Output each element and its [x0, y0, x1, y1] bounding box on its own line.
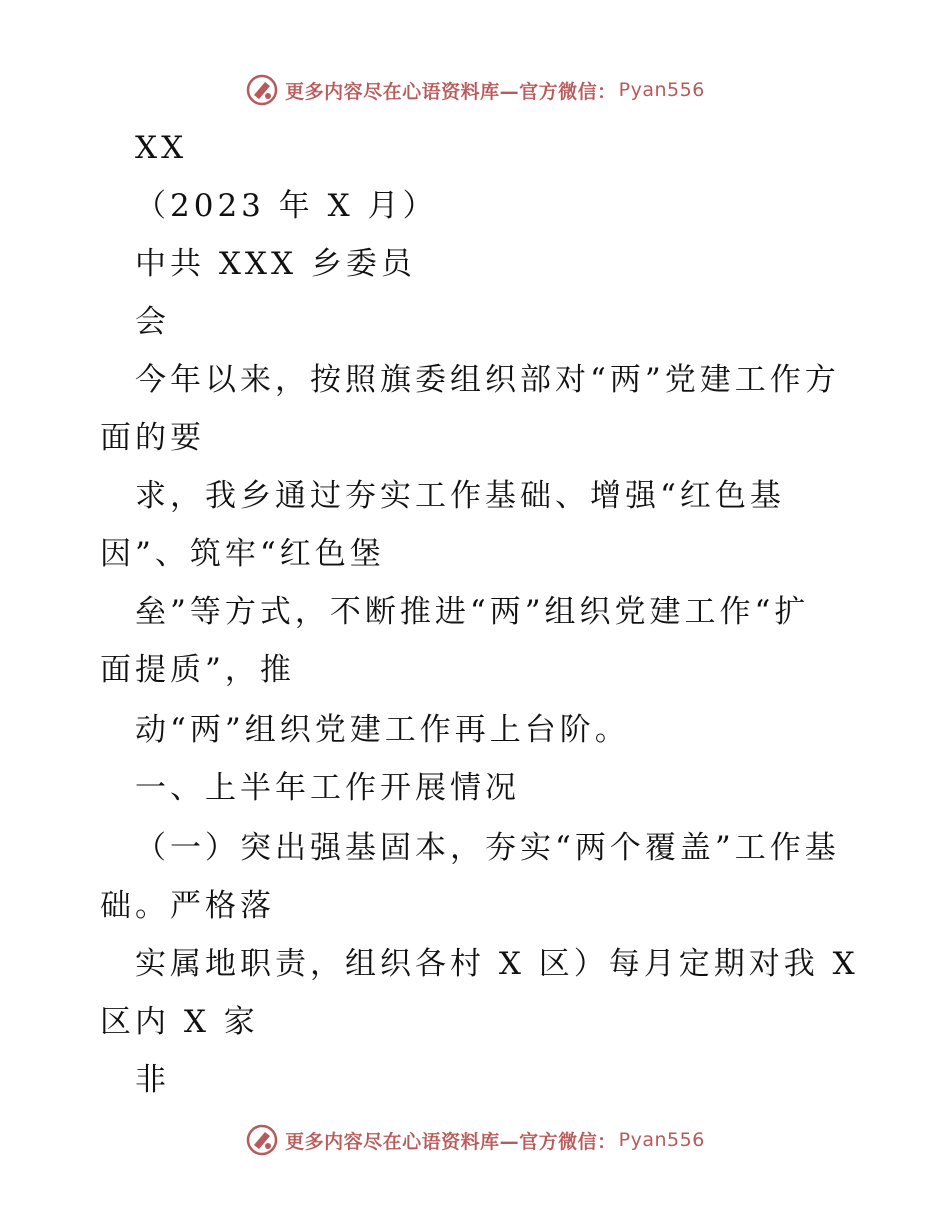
watermark-text: 更多内容尽在心语资料库—官方微信： — [285, 1130, 617, 1153]
doc-line: 垒”等方式，不断推进“两”组织党建工作“扩 — [135, 594, 810, 630]
doc-line: （2023 年 X 月） — [135, 188, 438, 224]
watermark-footer — [0, 1120, 950, 1160]
doc-line: 会 — [135, 304, 170, 340]
doc-line: 础。严格落 — [100, 888, 275, 924]
section-heading: 一、上半年工作开展情况 — [135, 770, 520, 806]
doc-line: 求，我乡通过夯实工作基础、增强“红色基 — [135, 478, 785, 514]
doc-line: 实属地职责，组织各村 X 区）每月定期对我 X — [135, 946, 859, 982]
watermark-header — [0, 70, 950, 110]
watermark-wechat-id: Pyan556 — [618, 1129, 705, 1151]
doc-line: （一）突出强基固本，夯实“两个覆盖”工作基 — [135, 830, 840, 866]
doc-line: 中共 XXX 乡委员 — [135, 246, 416, 282]
doc-line: 面提质”，推 — [100, 652, 295, 688]
doc-line: 因”、筑牢“红色堡 — [100, 536, 385, 572]
watermark-text: 更多内容尽在心语资料库—官方微信： — [285, 80, 617, 103]
doc-line: 面的要 — [100, 420, 205, 456]
doc-line: XX — [135, 130, 188, 166]
watermark-wechat-id: Pyan556 — [618, 79, 705, 101]
seal-logo-icon — [245, 1123, 279, 1157]
seal-logo-icon — [245, 73, 279, 107]
doc-line: 动“两”组织党建工作再上台阶。 — [135, 712, 630, 748]
doc-line: 区内 X 家 — [100, 1004, 259, 1040]
doc-line: 非 — [135, 1062, 170, 1098]
doc-line: 今年以来，按照旗委组织部对“两”党建工作方 — [135, 362, 840, 398]
